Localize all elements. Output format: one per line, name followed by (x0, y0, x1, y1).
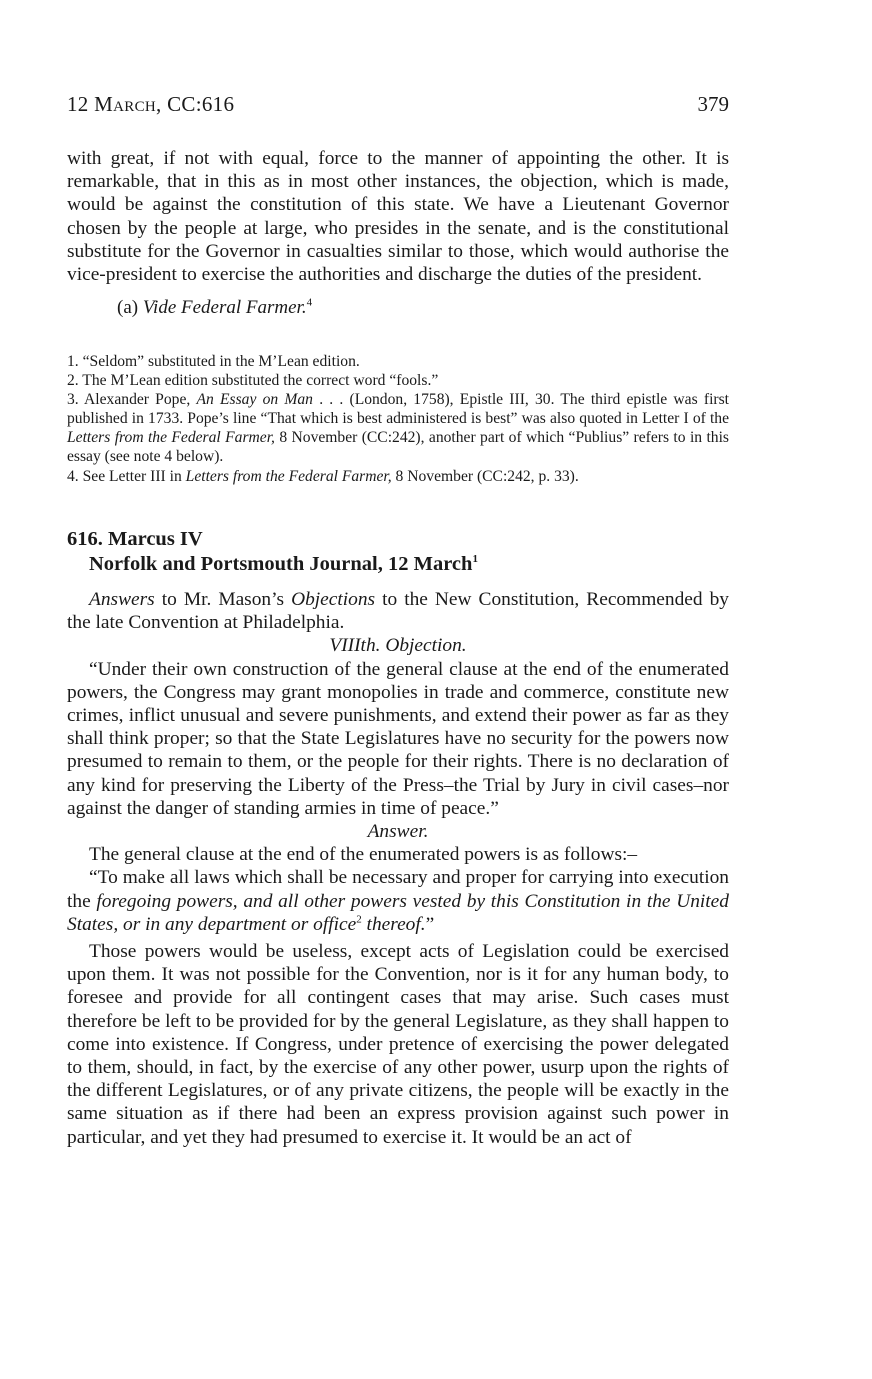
footnote-1: 1. “Seldom” substituted in the M’Lean edition. (67, 353, 360, 370)
header-left: 12 March, CC:616 (67, 92, 235, 116)
answer-paragraph-2: Those powers would be useless, except acts of Legislation could be exercised upon them. It was not possible for the Convention, nor is it for any human body, to foresee and provide for all contingent cases that may arise. Such cases must therefore be left to be provided for by the general Legislature, as they shall happen to come into existence. If Congress, under pretence of exercising the power delegated to them, should, in fact, by the exercise of any other power, usurp upon the rights of the different Legislatures, or of any private citizens, the people will be exactly in the same situation as if there had been an express provision against such power in particular, and yet they had presumed to exercise it. It would be an act of (67, 941, 729, 1148)
top-continuation (67, 147, 729, 319)
section-heading (67, 527, 729, 577)
footnote-3: 3. Alexander Pope, An Essay on Man . . . (London, 1758), Epistle III, 30. The third epistle was first published in 1733. Pope’s line “That which is best administered is best” was also quoted in Letter I of the Letters from the Federal Farmer, 8 November (CC:242), another part of which “Publius” refers to in this essay (see note 4 below). (67, 391, 729, 466)
running-header (67, 92, 729, 117)
answer-quote: “To make all laws which shall be necessary and proper for carrying into execution the foregoing powers, and all other powers vested by this Constitution in the United States, or in any department or office$^2$ thereof.” (67, 867, 729, 935)
objection-quote: “Under their own construction of the general clause at the end of the enumerated powers, the Congress may grant monopolies in trade and commerce, constitute new crimes, inflict unusual and severe punishments, and extend their power as far as they shall think proper; so that the State Legislatures have no security for the powers now presumed to remain to them, or the people for their rights. There is no declaration of any kind for preserving the Liberty of the Press–the Trial by Jury in civil cases–nor against the danger of standing armies in time of peace.” (67, 658, 729, 819)
footnote-4: 4. See Letter III in Letters from the Federal Farmer, 8 November (CC:242, p. 33). (67, 467, 579, 485)
answer-heading: Answer. (367, 821, 429, 843)
intro-paragraph: Answers to Mr. Mason’s Objections to the New Constitution, Recommended by the late Convention at Philadelphia. (67, 589, 729, 634)
note-a: (a) Vide Federal Farmer.$^4$ (117, 296, 313, 319)
section-subtitle: Norfolk and Portsmouth Journal, 12 March$^1$ (89, 553, 478, 575)
footnote-2: 2. The M’Lean edition substituted the correct word “fools.” (67, 372, 439, 390)
answer-paragraph-1: The general clause at the end of the enumerated powers is as follows:– (89, 844, 638, 866)
continuation-paragraph: with great, if not with equal, force to the manner of appointing the other. It is remarkable, that in this as in most other instances, the objection, which is made, would be against the constitution of this state. We have a Lieutenant Governor chosen by the people at large, who presides in the senate, and is the constitutional substitute for the Governor in casualties similar to those, which would authorise the vice-president to exercise the authorities and discharge the duties of the president. (67, 148, 729, 286)
page-number: 379 (697, 92, 729, 116)
main-text (67, 588, 729, 1149)
objection-heading: VIIIth. Objection. (329, 635, 467, 657)
section-title: 616. Marcus IV (67, 528, 203, 550)
footnotes (67, 352, 729, 486)
header-month: March (94, 92, 157, 116)
